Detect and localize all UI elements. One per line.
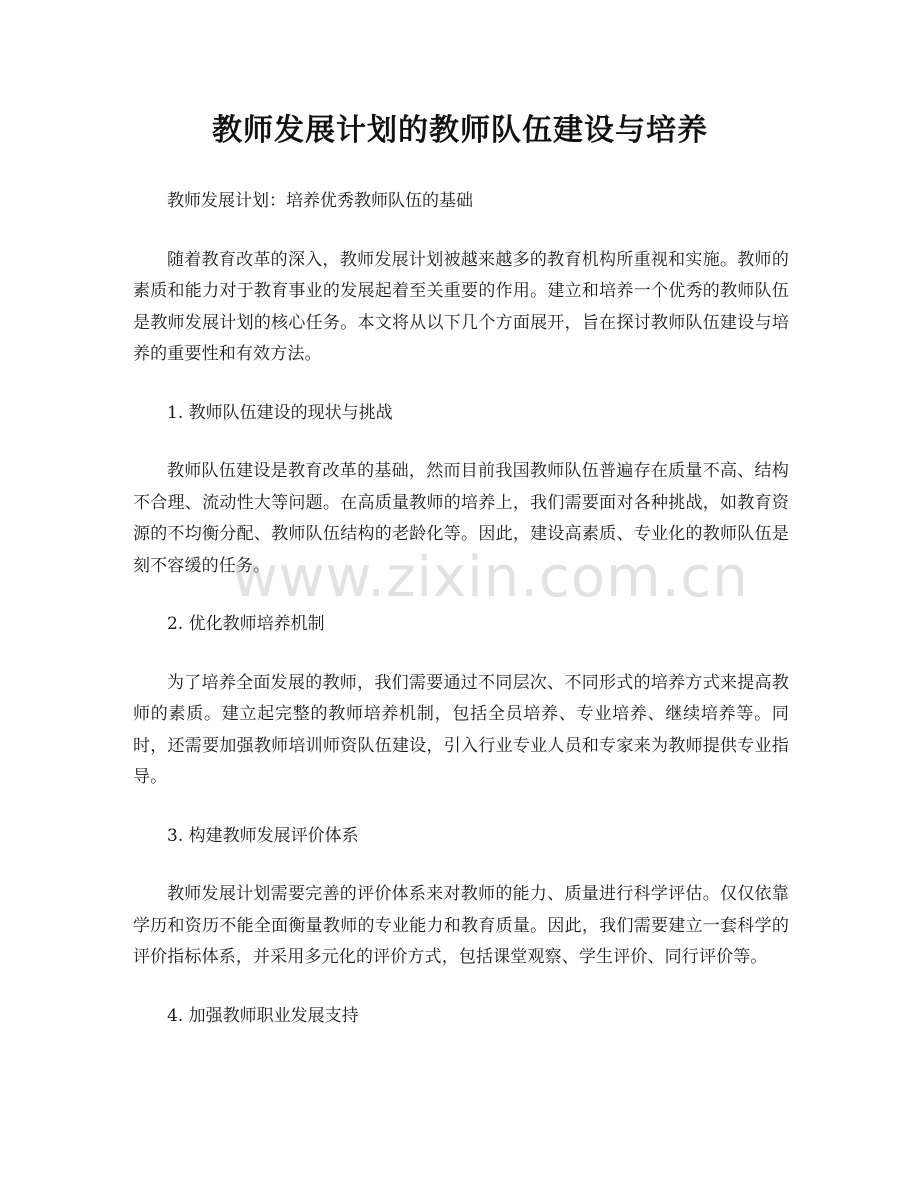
section-body-1: 教师队伍建设是教育改革的基础，然而目前我国教师队伍普遍存在质量不高、结构不合理、流动性大等问题。在高质量教师的培养上，我们需要面对各种挑战，如教育资源的不均衡分配、教师队伍结构的老龄化等。因此，建设高素质、专业化的教师队伍是刻不容缓的任务。 <box>133 461 789 576</box>
document-body <box>133 186 789 1032</box>
section-body-2: 为了培养全面发展的教师，我们需要通过不同层次、不同形式的培养方式来提高教师的素质。建立起完整的教师培养机制，包括全员培养、专业培养、继续培养等。同时，还需要加强教师培训师资队伍建设，引入行业专业人员和专家来为教师提供专业指导。 <box>133 672 789 787</box>
intro-paragraph: 随着教育改革的深入，教师发展计划被越来越多的教育机构所重视和实施。教师的素质和能力对于教育事业的发展起着至关重要的作用。建立和培养一个优秀的教师队伍是教师发展计划的核心任务。本文将从以下几个方面展开，旨在探讨教师队伍建设与培养的重要性和有效方法。 <box>133 249 789 364</box>
section-heading-3: 3. 构建教师发展评价体系 <box>167 825 359 846</box>
section-heading-1: 1. 教师队伍建设的现状与挑战 <box>167 402 393 423</box>
document-title: 教师发展计划的教师队伍建设与培养 <box>212 113 708 148</box>
section-heading-4: 4. 加强教师职业发展支持 <box>167 1005 359 1026</box>
watermark: www.zixin.com.cn <box>232 545 749 610</box>
document-subtitle: 教师发展计划：培养优秀教师队伍的基础 <box>167 191 473 211</box>
section-heading-2: 2. 优化教师培养机制 <box>167 614 325 634</box>
section-body-3: 教师发展计划需要完善的评价体系来对教师的能力、质量进行科学评估。仅仅依靠学历和资历不能全面衡量教师的专业能力和教育质量。因此，我们需要建立一套科学的评价指标体系，并采用多元化的评价方式，包括课堂观察、学生评价、同行评价等。 <box>133 884 789 967</box>
